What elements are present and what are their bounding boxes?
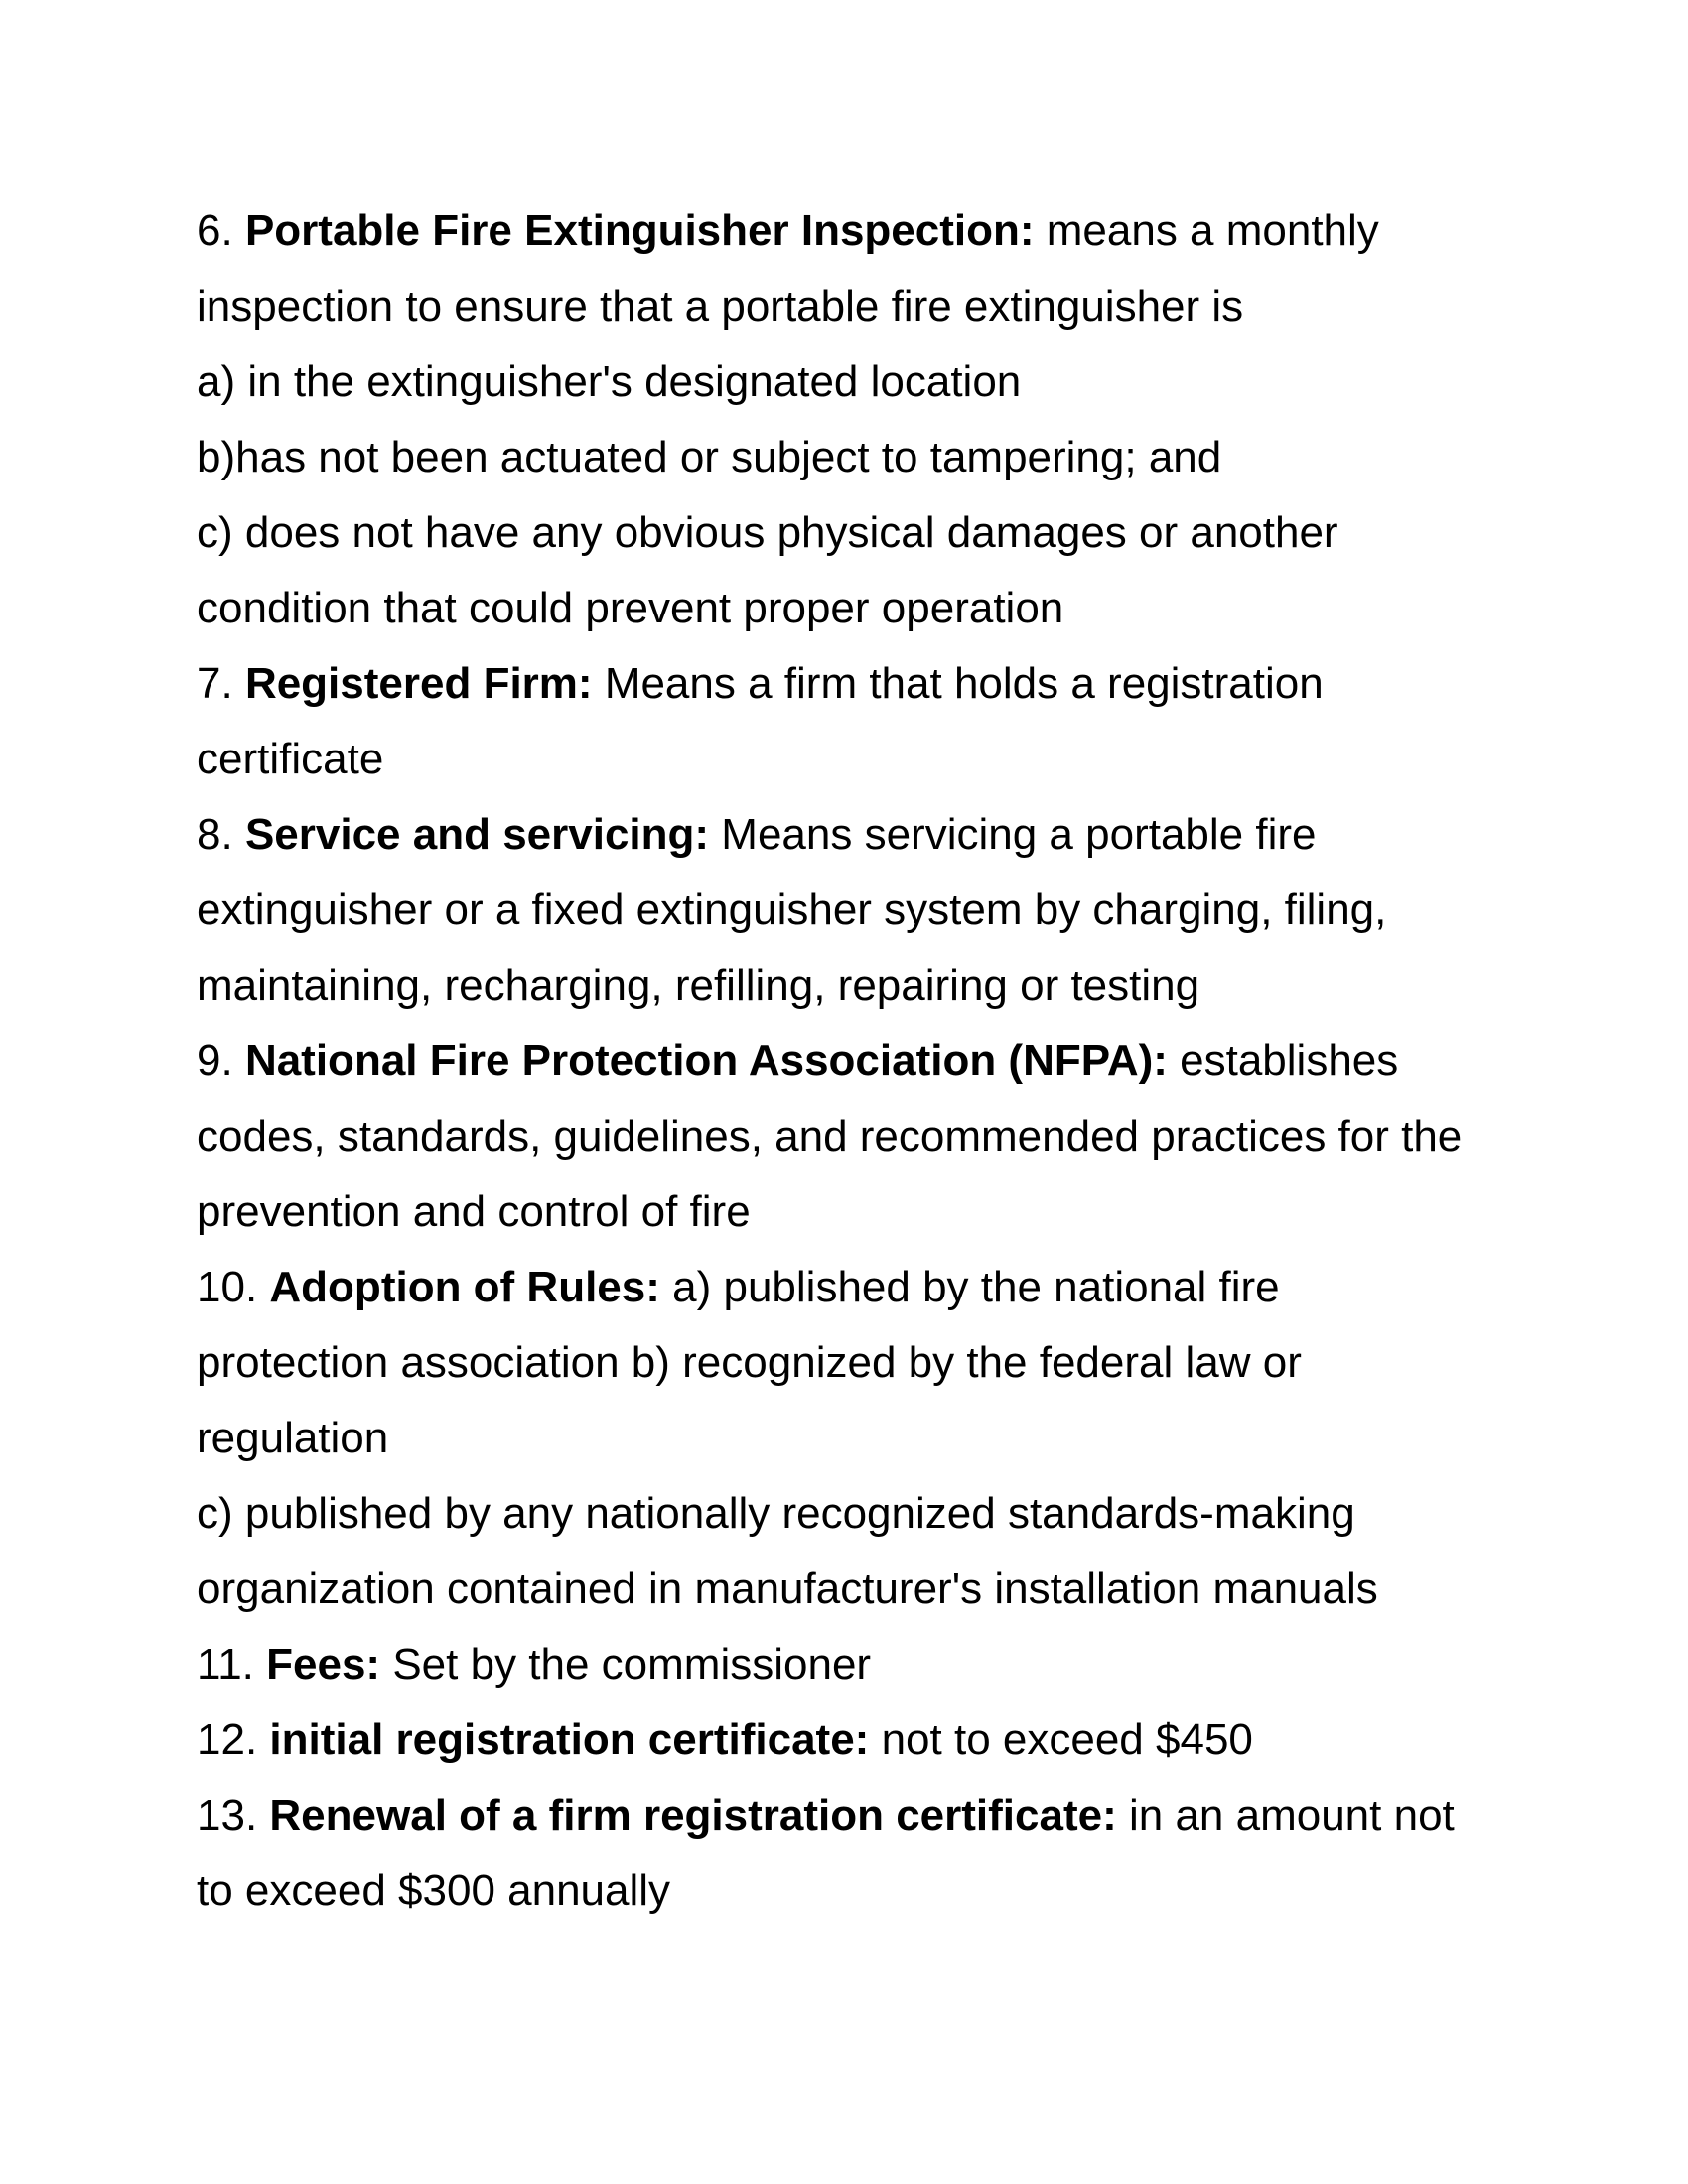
entry-line: c) does not have any obvious physical damages or another (197, 508, 1338, 557)
entry-line: c) published by any nationally recognized standards-making (197, 1489, 1355, 1538)
entry-line: prevention and control of fire (197, 1187, 751, 1236)
entry-definition: Means a firm that holds a registration (604, 659, 1324, 708)
definition-entry-8 (197, 797, 1507, 1024)
entry-definition: Means servicing a portable fire (721, 810, 1317, 859)
entry-line: b)has not been actuated or subject to tampering; and (197, 433, 1222, 481)
entry-term: National Fire Protection Association (NFPA): (244, 1036, 1168, 1085)
entry-first-line (197, 797, 1507, 873)
entry-line: a) in the extinguisher's designated location (197, 357, 1022, 406)
definition-entry-13 (197, 1778, 1507, 1929)
entry-number: 8. (197, 810, 233, 859)
entry-first-line (197, 194, 1507, 269)
entry-line: extinguisher or a fixed extinguisher system by charging, filing, (197, 886, 1387, 934)
entry-definition: in an amount not (1128, 1791, 1455, 1840)
definition-entry-6 (197, 194, 1507, 646)
entry-number: 6. (197, 206, 233, 255)
entry-number: 13. (197, 1791, 258, 1840)
entry-number: 9. (197, 1036, 233, 1085)
entry-term: Portable Fire Extinguisher Inspection: (244, 206, 1035, 255)
entry-number: 10. (197, 1263, 258, 1311)
entry-definition: means a monthly (1046, 206, 1379, 255)
entry-definition: a) published by the national fire (672, 1263, 1280, 1311)
definition-entry-7 (197, 646, 1507, 797)
entry-definition: not to exceed $450 (881, 1715, 1253, 1764)
definition-entry-11 (197, 1627, 1507, 1703)
entry-term: Registered Firm: (244, 659, 593, 708)
entry-term: Renewal of a firm registration certificate: (269, 1791, 1117, 1840)
entry-number: 12. (197, 1715, 258, 1764)
definition-entry-10 (197, 1250, 1507, 1627)
entry-line: codes, standards, guidelines, and recommended practices for the (197, 1112, 1463, 1160)
definition-entry-9 (197, 1024, 1507, 1250)
entry-term: initial registration certificate: (269, 1715, 870, 1764)
entry-term: Service and servicing: (244, 810, 710, 859)
entry-first-line (197, 1250, 1507, 1325)
definition-entry-12 (197, 1703, 1507, 1778)
entry-line: maintaining, recharging, refilling, repairing or testing (197, 961, 1200, 1010)
entry-line: inspection to ensure that a portable fire extinguisher is (197, 282, 1244, 331)
document-page (197, 194, 1507, 1929)
entry-first-line (197, 1703, 1507, 1778)
entry-first-line (197, 1778, 1507, 1853)
entry-line: organization contained in manufacturer's installation manuals (197, 1565, 1378, 1613)
entry-first-line (197, 1024, 1507, 1099)
entry-term: Adoption of Rules: (269, 1263, 660, 1311)
entry-number: 11. (197, 1640, 254, 1689)
entry-definition: Set by the commissioner (392, 1640, 872, 1689)
entry-line: certificate (197, 735, 384, 783)
entry-line: condition that could prevent proper operation (197, 584, 1064, 632)
entry-term: Fees: (266, 1640, 381, 1689)
entry-line: regulation (197, 1414, 389, 1462)
entry-line: protection association b) recognized by the federal law or (197, 1338, 1302, 1387)
entry-definition: establishes (1180, 1036, 1399, 1085)
entry-first-line (197, 1627, 1507, 1703)
entry-first-line (197, 646, 1507, 722)
entry-number: 7. (197, 659, 233, 708)
entry-line: to exceed $300 annually (197, 1866, 671, 1915)
